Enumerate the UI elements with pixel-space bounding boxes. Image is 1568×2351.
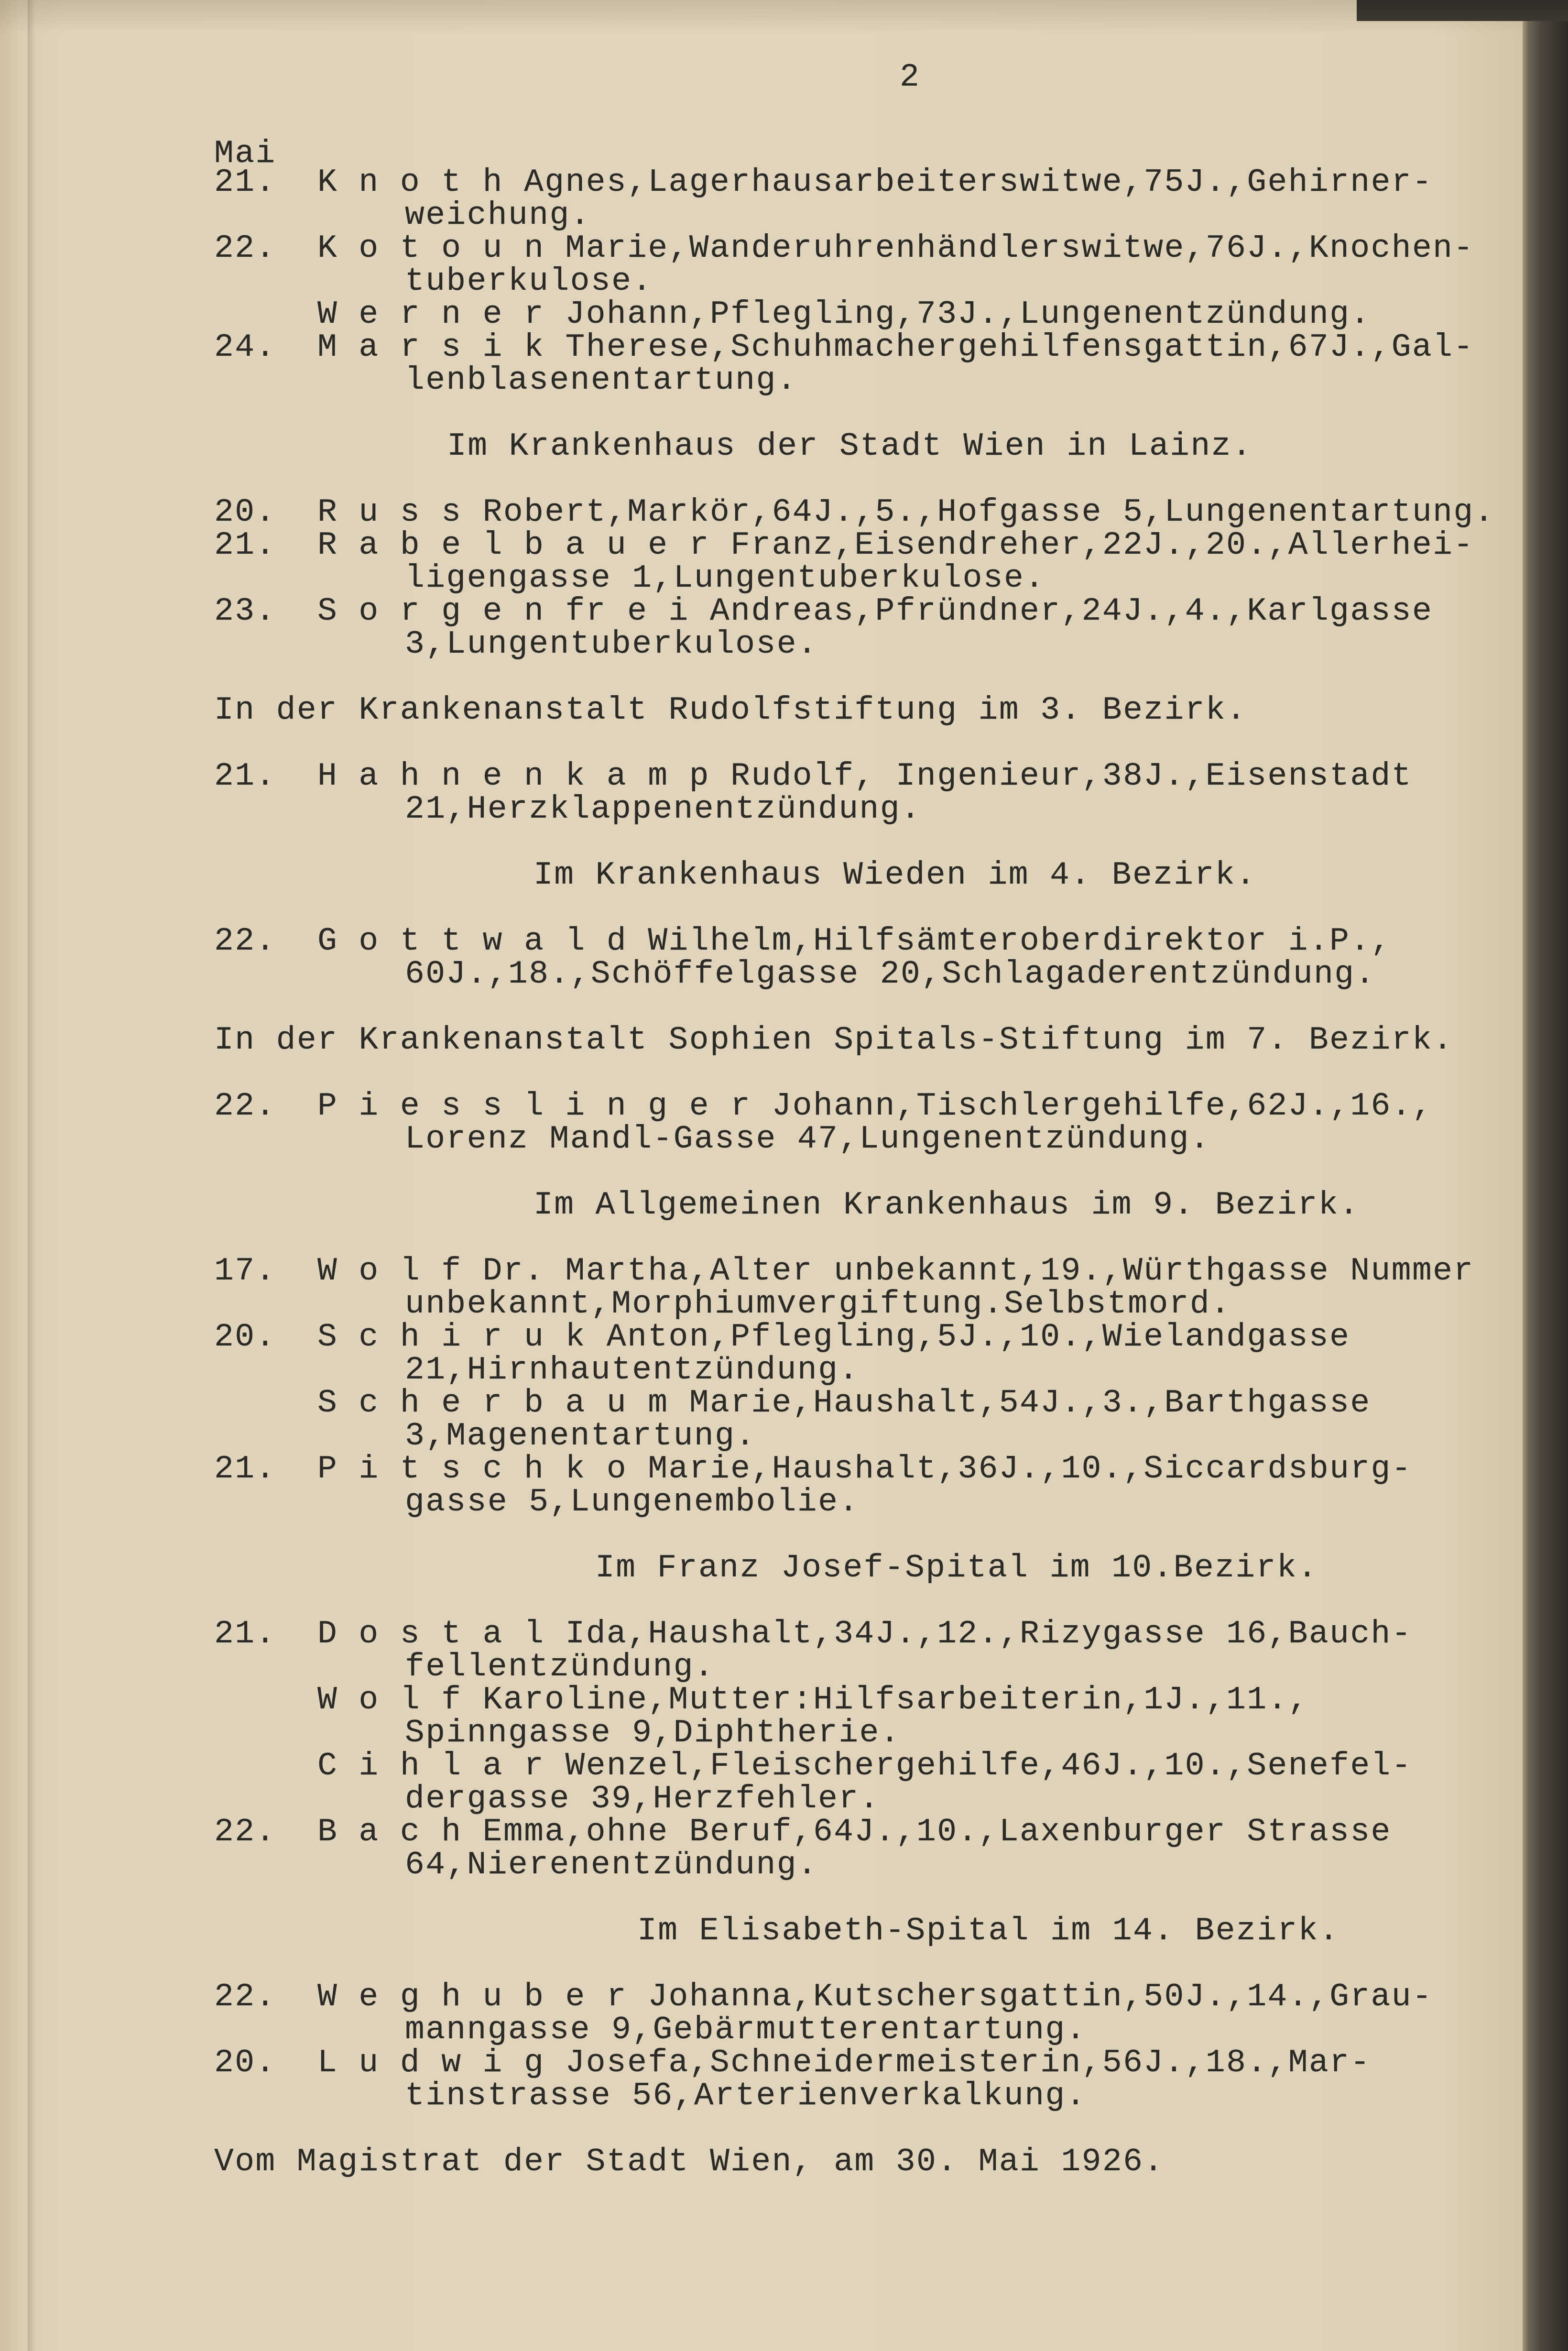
entry-surname: M a r s i k — [317, 329, 545, 366]
entry-line — [214, 1090, 1433, 1123]
entry-details: Wenzel,Fleischergehilfe,46J.,10.,Senefel- — [565, 1748, 1412, 1784]
entry-surname: D o s t a l — [317, 1616, 545, 1652]
entry-surname: S c h i r u k — [317, 1319, 586, 1356]
entry-line — [214, 1684, 1309, 1717]
entry-continuation: lenblasenentartung. — [405, 362, 797, 399]
entry-surname: B a c h — [317, 1814, 462, 1850]
entry-continuation: gasse 5,Lungenembolie. — [405, 1484, 860, 1520]
entry-line — [214, 1321, 1350, 1354]
entry-continuation: ligengasse 1,Lungentuberkulose. — [405, 560, 1045, 597]
section-heading: Im Franz Josef-Spital im 10.Bezirk. — [595, 1550, 1318, 1586]
entry-details: Johann,Pflegling,73J.,Lungenentzündung. — [565, 296, 1371, 333]
entry-continuation: 3,Lungentuberkulose. — [405, 626, 818, 663]
entry-line — [214, 760, 1412, 793]
section-heading: In der Krankenanstalt Rudolfstiftung im 3. Bezirk. — [214, 692, 1247, 729]
entry-surname: R a b e l b a u e r — [317, 527, 710, 564]
cover-corner — [1357, 0, 1568, 21]
entry-line — [214, 1980, 1433, 2013]
entry-day: 22. — [214, 923, 276, 960]
entry-details: Robert,Markör,64J.,5.,Hofgasse 5,Lungenentartung. — [482, 494, 1495, 531]
entry-continuation: 64,Nierenentzündung. — [405, 1847, 818, 1883]
entry-continuation: manngasse 9,Gebärmutterentartung. — [405, 2012, 1087, 2048]
entry-surname: S c h e r b a u m — [317, 1385, 669, 1422]
section-heading: Im Elisabeth-Spital im 14. Bezirk. — [637, 1913, 1340, 1949]
entry-details: Therese,Schuhmachergehilfensgattin,67J.,Gal- — [565, 329, 1474, 366]
entry-day: 22. — [214, 230, 276, 267]
entry-continuation: 21,Hirnhautentzündung. — [405, 1352, 860, 1389]
entry-line — [214, 496, 1495, 529]
section-heading: In der Krankenanstalt Sophien Spitals-Stiftung im 7. Bezirk. — [214, 1022, 1454, 1059]
page-number: 2 — [900, 59, 921, 96]
entry-surname: K n o t h — [317, 164, 503, 201]
section-heading: Im Krankenhaus Wieden im 4. Bezirk. — [534, 857, 1257, 894]
entry-details: Rudolf, Ingenieur,38J.,Eisenstadt — [730, 758, 1412, 795]
entry-details: Dr. Martha,Alter unbekannt,19.,Würthgasse Nummer — [482, 1253, 1474, 1290]
entry-surname: H a h n e n k a m p — [317, 758, 710, 795]
entry-surname: S o r g e n fr e i — [317, 593, 689, 630]
page-left-edge — [28, 0, 35, 2351]
entry-day: 20. — [214, 1319, 276, 1356]
entry-details: Marie,Wanderuhrenhändlerswitwe,76J.,Knochen- — [565, 230, 1474, 267]
entry-details: Franz,Eisendreher,22J.,20.,Allerhei- — [730, 527, 1474, 564]
entry-line — [214, 298, 1371, 331]
month-label: Mai — [214, 135, 276, 172]
entry-line — [214, 2046, 1371, 2079]
entry-details: Johanna,Kutschersgattin,50J.,14.,Grau- — [648, 1979, 1433, 2015]
entry-surname: W o l f — [317, 1682, 462, 1718]
entry-day: 21. — [214, 1616, 276, 1652]
entry-line — [214, 1618, 1412, 1651]
entry-surname: P i e s s l i n g e r — [317, 1088, 751, 1125]
closing-signature-line: Vom Magistrat der Stadt Wien, am 30. Mai 1926. — [214, 2143, 1165, 2180]
entry-surname: W e g h u b e r — [317, 1979, 628, 2015]
entry-continuation: fellentzündung. — [405, 1649, 715, 1685]
entry-details: Emma,ohne Beruf,64J.,10.,Laxenburger Strasse — [482, 1814, 1392, 1850]
entry-day: 23. — [214, 593, 276, 630]
entry-day: 20. — [214, 2045, 276, 2081]
entry-line — [214, 1255, 1474, 1288]
entry-details: Andreas,Pfründner,24J.,4.,Karlgasse — [709, 593, 1433, 630]
entry-day: 22. — [214, 1979, 276, 2015]
entry-day: 21. — [214, 527, 276, 564]
entry-line — [214, 331, 1474, 364]
entry-surname: R u s s — [317, 494, 462, 531]
entry-continuation: 21,Herzklappenentzündung. — [405, 791, 922, 828]
entry-day: 21. — [214, 758, 276, 795]
entry-details: Anton,Pflegling,5J.,10.,Wielandgasse — [606, 1319, 1350, 1356]
entry-day: 17. — [214, 1253, 276, 1290]
entry-surname: W e r n e r — [317, 296, 545, 333]
entry-line — [214, 529, 1474, 562]
entry-day: 21. — [214, 164, 276, 201]
entry-day: 21. — [214, 1451, 276, 1487]
entry-details: Karoline,Mutter:Hilfsarbeiterin,1J.,11., — [482, 1682, 1309, 1718]
entry-surname: L u d w i g — [317, 2045, 545, 2081]
entry-surname: G o t t w a l d — [317, 923, 628, 960]
entry-details: Johann,Tischlergehilfe,62J.,16., — [772, 1088, 1433, 1125]
entry-line — [214, 595, 1433, 628]
entry-details: Josefa,Schneidermeisterin,56J.,18.,Mar- — [565, 2045, 1371, 2081]
entry-day: 20. — [214, 494, 276, 531]
entry-continuation: dergasse 39,Herzfehler. — [405, 1781, 880, 1817]
entry-continuation: tuberkulose. — [405, 263, 653, 300]
entry-details: Ida,Haushalt,34J.,12.,Rizygasse 16,Bauch- — [565, 1616, 1412, 1652]
entry-details: Wilhelm,Hilfsämteroberdirektor i.P., — [648, 923, 1392, 960]
entry-line — [214, 1387, 1371, 1420]
entry-surname: K o t o u n — [317, 230, 545, 267]
section-heading: Im Krankenhaus der Stadt Wien in Lainz. — [447, 428, 1253, 465]
entry-continuation: Spinngasse 9,Diphtherie. — [405, 1715, 901, 1751]
entry-line — [214, 1750, 1412, 1782]
entry-continuation: unbekannt,Morphiumvergiftung.Selbstmord. — [405, 1286, 1231, 1323]
entry-details: Marie,Haushalt,54J.,3.,Barthgasse — [689, 1385, 1371, 1422]
entry-continuation: 3,Magenentartung. — [405, 1418, 756, 1454]
entry-surname: P i t s c h k o — [317, 1451, 628, 1487]
entry-line — [214, 232, 1474, 265]
entry-continuation: Lorenz Mandl-Gasse 47,Lungenentzündung. — [405, 1121, 1211, 1158]
entry-day: 22. — [214, 1814, 276, 1850]
entry-line — [214, 1453, 1412, 1486]
entry-line — [214, 166, 1433, 199]
entry-continuation: weichung. — [405, 197, 591, 234]
entry-surname: W o l f — [317, 1253, 462, 1290]
section-heading: Im Allgemeinen Krankenhaus im 9. Bezirk. — [534, 1187, 1360, 1224]
entry-details: Marie,Haushalt,36J.,10.,Siccardsburg- — [648, 1451, 1412, 1487]
entry-details: Agnes,Lagerhausarbeiterswitwe,75J.,Gehirner- — [524, 164, 1433, 201]
entry-continuation: 60J.,18.,Schöffelgasse 20,Schlagaderentzündung. — [405, 956, 1376, 993]
entry-day: 22. — [214, 1088, 276, 1125]
entry-continuation: tinstrasse 56,Arterienverkalkung. — [405, 2078, 1087, 2114]
entry-day: 24. — [214, 329, 276, 366]
entry-surname: C i h l a r — [317, 1748, 545, 1784]
book-binding-edge — [1523, 0, 1568, 2351]
entry-line — [214, 1815, 1392, 1848]
entry-line — [214, 925, 1392, 958]
page-top-shadow — [0, 0, 1523, 33]
